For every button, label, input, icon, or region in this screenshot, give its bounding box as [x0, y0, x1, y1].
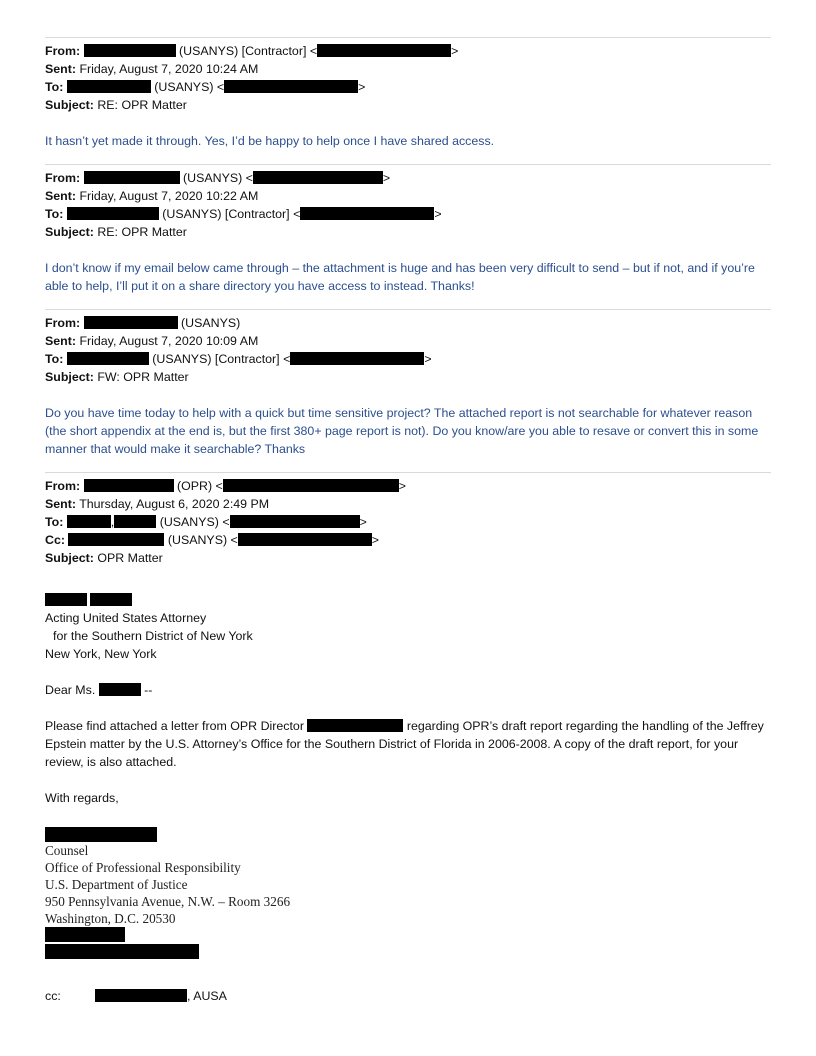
sent-date: Friday, August 7, 2020 10:22 AM [79, 189, 259, 203]
cc-note-label: cc: [45, 989, 61, 1003]
redaction [67, 80, 151, 93]
subject-line [45, 549, 771, 567]
bracket-close: > [359, 515, 367, 529]
from-org: (USANYS) [Contractor] < [179, 44, 318, 58]
subject-text: RE: OPR Matter [97, 225, 187, 239]
email-body: I don’t know if my email below came through – the attachment is huge and has been very difficult to send – but if not, and if you’re able to help, I’ll put it on a share directory you have access to instead. Thanks! [45, 261, 755, 293]
salutation-suffix: -- [144, 683, 153, 697]
signature-phone-redaction [45, 927, 125, 942]
to-org: (USANYS) < [154, 80, 225, 94]
closing: With regards, [45, 791, 119, 805]
subject-line [45, 96, 771, 114]
sent-line [45, 495, 771, 513]
from-line [45, 169, 771, 187]
redaction [253, 171, 383, 184]
redaction [230, 515, 360, 528]
email-message [45, 164, 771, 295]
to-label: To: [45, 352, 64, 366]
redaction [224, 80, 358, 93]
redaction [300, 207, 434, 220]
sent-date: Friday, August 7, 2020 10:09 AM [79, 334, 259, 348]
signature-block [45, 842, 771, 927]
email-body: Do you have time today to help with a quick but time sensitive project? The attached report is not searchable for whatever reason (the short appendix at the end is, but the first 380+ page report is not). Do you know/are you able to resave or convert this in some manner that would make it searchable? Thanks [45, 406, 759, 456]
subject-label: Subject: [45, 225, 94, 239]
signature-title: Counsel [45, 843, 89, 858]
signature-office: Office of Professional Responsibility [45, 860, 241, 875]
salutation [45, 681, 771, 699]
email-message [45, 37, 771, 150]
to-line [45, 205, 771, 223]
salutation-prefix: Dear Ms. [45, 683, 96, 697]
redaction [84, 479, 174, 492]
cc-org: (USANYS) < [167, 533, 238, 547]
paragraph-part2: regarding OPR’s draft report regarding the handling of the Jeffrey Epstein matter by the U.S. Attorney’s Office for the Southern District of Florida in 2006-2008. A copy of the draft report, for your review, is also attached. [45, 719, 764, 769]
subject-label: Subject: [45, 370, 94, 384]
bracket-close: > [434, 207, 442, 221]
redaction [84, 171, 180, 184]
from-label: From: [45, 44, 81, 58]
sent-label: Sent: [45, 334, 76, 348]
subject-text: FW: OPR Matter [97, 370, 189, 384]
redaction [84, 316, 178, 329]
from-org: (USANYS) [181, 316, 241, 330]
to-label: To: [45, 80, 64, 94]
addressee-city: New York, New York [45, 647, 157, 661]
from-label: From: [45, 316, 81, 330]
to-org: (USANYS) < [159, 515, 230, 529]
subject-text: RE: OPR Matter [97, 98, 187, 112]
sent-date: Thursday, August 6, 2020 2:49 PM [79, 497, 270, 511]
cc-line [45, 531, 771, 549]
subject-text: OPR Matter [97, 551, 163, 565]
redaction [238, 533, 372, 546]
bracket-close: > [398, 479, 407, 493]
from-org: (USANYS) < [183, 171, 253, 185]
redaction [290, 352, 424, 365]
letter-paragraph [45, 717, 771, 771]
sent-date: Friday, August 7, 2020 10:24 AM [79, 62, 259, 76]
to-separator: , [110, 515, 115, 529]
signature-address: 950 Pennsylvania Avenue, N.W. – Room 3266 [45, 894, 291, 909]
bracket-close: > [424, 352, 432, 366]
redaction [114, 515, 156, 528]
from-label: From: [45, 479, 81, 493]
sent-line [45, 60, 771, 78]
subject-label: Subject: [45, 98, 94, 112]
from-line [45, 477, 771, 495]
to-line [45, 350, 771, 368]
addressee-name [45, 591, 771, 609]
redaction [90, 593, 132, 606]
to-line [45, 78, 771, 96]
email-message [45, 472, 771, 1005]
redaction [223, 479, 399, 492]
addressee-title: Acting United States Attorney [45, 611, 207, 625]
signature-email-redaction [45, 944, 199, 959]
redaction [307, 719, 403, 732]
signature-city: Washington, D.C. 20530 [45, 911, 176, 926]
sent-line [45, 187, 771, 205]
from-org: (OPR) < [177, 479, 223, 493]
addressee-district: for the Southern District of New York [53, 629, 253, 643]
bracket-close: > [358, 80, 366, 94]
subject-line [45, 368, 771, 386]
signature-name-redaction [45, 827, 157, 842]
bracket-close: > [382, 171, 391, 185]
from-line [45, 42, 771, 60]
redaction [99, 683, 141, 696]
to-line [45, 513, 771, 531]
from-line [45, 314, 771, 332]
redaction [67, 207, 159, 220]
to-org: (USANYS) [Contractor] < [152, 352, 291, 366]
redaction [67, 352, 149, 365]
cc-note-suffix: , AUSA [187, 989, 227, 1003]
redaction [95, 989, 187, 1002]
redaction [45, 593, 87, 606]
cc-label: Cc: [45, 533, 65, 547]
redaction [317, 44, 451, 57]
paragraph-part1: Please find attached a letter from OPR Director [45, 719, 304, 733]
redaction [68, 533, 164, 546]
sent-label: Sent: [45, 189, 76, 203]
bracket-close: > [451, 44, 459, 58]
redaction [84, 44, 176, 57]
cc-note [45, 987, 771, 1005]
subject-line [45, 223, 771, 241]
to-org: (USANYS) [Contractor] < [162, 207, 301, 221]
to-label: To: [45, 515, 64, 529]
to-label: To: [45, 207, 64, 221]
email-message [45, 309, 771, 458]
bracket-close: > [371, 533, 380, 547]
email-thread [45, 37, 771, 1005]
subject-label: Subject: [45, 551, 94, 565]
sent-label: Sent: [45, 62, 76, 76]
from-label: From: [45, 171, 81, 185]
sent-line [45, 332, 771, 350]
sent-label: Sent: [45, 497, 76, 511]
redaction [67, 515, 111, 528]
email-body: It hasn’t yet made it through. Yes, I’d be happy to help once I have shared access. [45, 134, 495, 148]
signature-department: U.S. Department of Justice [45, 877, 188, 892]
